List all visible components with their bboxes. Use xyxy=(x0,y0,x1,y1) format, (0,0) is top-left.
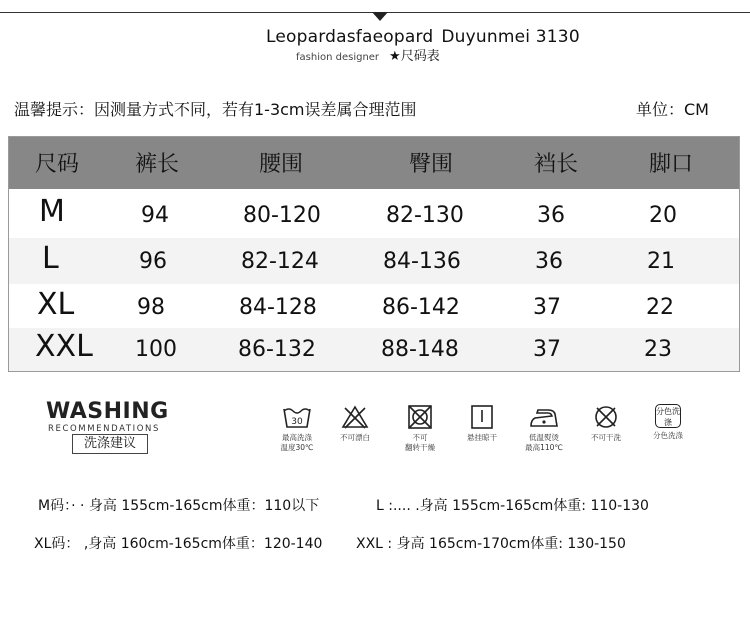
size-table xyxy=(8,136,740,372)
note-size-l: L :.... .身高 155cm-165cm体重: 110-130 xyxy=(376,498,649,514)
brand-line xyxy=(266,27,580,47)
row-stripe xyxy=(9,238,739,284)
header-waist: 腰围 xyxy=(259,152,304,177)
header-length: 裤长 xyxy=(135,152,180,177)
table-cell: 23 xyxy=(644,337,672,362)
brand-name: Leopardasfaeopard xyxy=(266,27,434,47)
care-label: 不可 翻转干燥 xyxy=(405,433,435,452)
table-cell-size: XL xyxy=(37,287,75,322)
hang-dry-icon xyxy=(467,404,497,430)
no-bleach-icon xyxy=(340,404,370,430)
care-label: 分色洗涤 xyxy=(653,431,683,440)
header-hip: 臀围 xyxy=(409,152,454,177)
care-label: 低温熨烫 最高110℃ xyxy=(525,433,563,452)
no-tumble-dry-icon xyxy=(405,404,435,430)
measurement-hint: 温馨提示：因测量方式不同，若有1-3cm误差属合理范围 xyxy=(14,100,417,119)
no-dry-clean-icon xyxy=(591,404,621,430)
subtitle-line xyxy=(296,45,440,64)
table-cell: 94 xyxy=(141,203,169,228)
table-cell: 82-124 xyxy=(241,249,319,274)
table-cell: 37 xyxy=(533,295,561,320)
top-notch-marker xyxy=(372,12,388,21)
table-cell-size: M xyxy=(39,194,65,229)
header-rise: 裆长 xyxy=(534,152,579,177)
care-item-no-bleach xyxy=(327,404,383,443)
table-header xyxy=(9,137,739,189)
header-size: 尺码 xyxy=(35,152,80,177)
care-item-wash-30 xyxy=(269,404,325,453)
row-stripe xyxy=(9,328,739,371)
care-item-separate-wash xyxy=(640,404,696,441)
table-cell: 100 xyxy=(135,337,177,362)
washing-subtitle: RECOMMENDATIONS xyxy=(48,424,160,434)
product-code: Duyunmei 3130 xyxy=(441,27,580,47)
note-size-m: M码：· · 身高 155cm-165cm体重：110以下 xyxy=(38,498,320,514)
table-cell: 82-130 xyxy=(386,203,464,228)
table-cell: 98 xyxy=(137,295,165,320)
care-label: 悬挂晾干 xyxy=(467,433,497,442)
table-cell: 86-142 xyxy=(382,295,460,320)
low-iron-icon xyxy=(528,404,560,430)
unit-label: 单位：CM xyxy=(636,100,709,119)
star-icon: ★ xyxy=(389,49,401,64)
table-cell-size: L xyxy=(42,241,59,276)
table-cell: 84-136 xyxy=(383,249,461,274)
care-label: 不可漂白 xyxy=(340,433,370,442)
care-label: 不可干洗 xyxy=(591,433,621,442)
separate-wash-icon-text: 分色洗涤 xyxy=(656,407,680,427)
table-cell: 37 xyxy=(533,337,561,362)
separate-wash-icon xyxy=(655,404,681,428)
table-cell: 22 xyxy=(646,295,674,320)
table-cell: 36 xyxy=(535,249,563,274)
care-item-low-iron xyxy=(516,404,572,453)
table-cell: 20 xyxy=(649,203,677,228)
subtitle-text: fashion designer xyxy=(296,52,380,63)
header-leg-opening: 脚口 xyxy=(649,152,694,177)
wash-temp-text: 30 xyxy=(291,417,303,427)
note-size-xl: XL码： ,身高 160cm-165cm体重：120-140 xyxy=(34,536,323,552)
table-cell-size: XXL xyxy=(35,329,93,364)
table-cell: 80-120 xyxy=(243,203,321,228)
washing-title: WASHING xyxy=(46,399,169,424)
care-item-hang-dry xyxy=(454,404,510,443)
table-cell: 88-148 xyxy=(381,337,459,362)
table-cell: 21 xyxy=(647,249,675,274)
table-cell: 36 xyxy=(537,203,565,228)
size-chart-title: 尺码表 xyxy=(400,49,440,64)
care-label: 最高洗涤 温度30℃ xyxy=(280,433,314,452)
care-item-no-tumble-dry xyxy=(392,404,448,453)
table-cell: 86-132 xyxy=(238,337,316,362)
table-cell: 96 xyxy=(139,249,167,274)
table-cell: 84-128 xyxy=(239,295,317,320)
care-item-no-dry-clean xyxy=(578,404,634,443)
washing-cn-title: 洗涤建议 xyxy=(72,434,148,454)
wash-30-icon xyxy=(282,404,312,430)
note-size-xxl: XXL : 身高 165cm-170cm体重: 130-150 xyxy=(356,536,626,552)
